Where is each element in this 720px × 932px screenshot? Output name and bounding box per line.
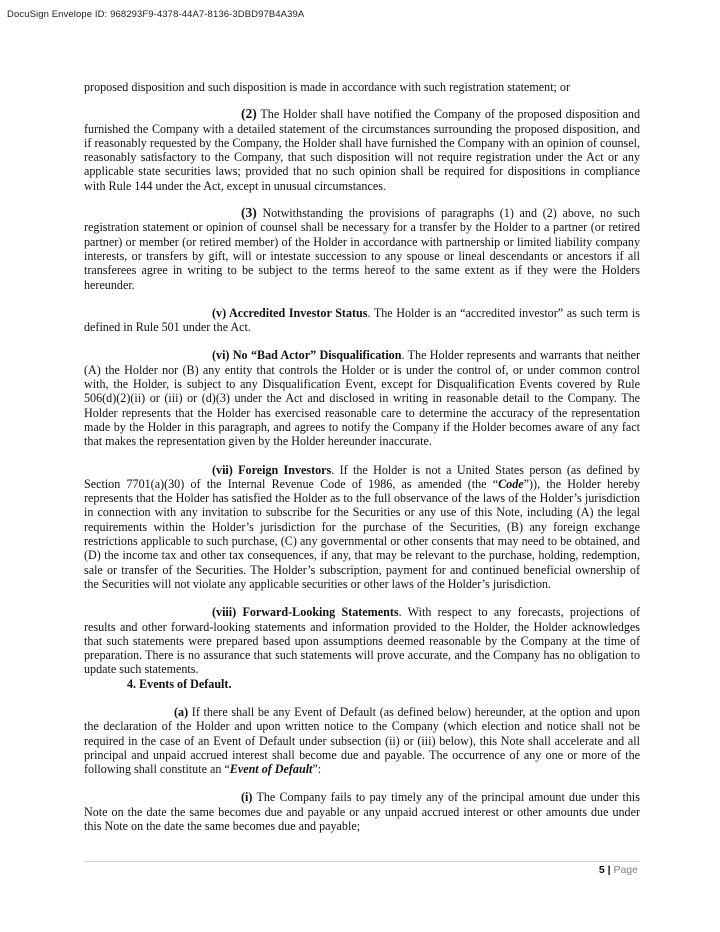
paragraph-text: The Holder shall have notified the Company of the proposed disposition and furnished the Company with a detailed statement of the circumstances surrounding the proposed disposition, and if reasonably requested by the Company, the Holder shall have furnished the Company with an opinion of counsel, reasonably satisfactory to the Company, that such disposition will not require registration under the Act or any applicable state securities laws; provided that no such opinion shall be required for dispositions in compliance with Rule 144 under the Act, except in unusual circumstances. [84, 107, 640, 193]
clause-text: . The Holder represents and warrants that neither (A) the Holder nor (B) any entity that controls the Holder or is under the control of, or under common control with, the Holder, is subject to any Disqualification Event, except for Disqualification Events covered by Rule 506(d)(2)(ii) or (iii) or (d)(3) under the Act and disclosed in writing in reasonable detail to the Company. The Holder represents that the Holder has exercised reasonable care to determine the accuracy of the representation made by the Holder in this paragraph, and agrees to notify the Company if the Holder becomes aware of any fact that makes the representation given by the Holder hereunder inaccurate. [84, 348, 640, 449]
clause-text: . With respect to any forecasts, projections of results and other forward-looking statements and information provided to the Holder, the Holder acknowledges that such statements were prepared based upon assumptions deemed reasonable by the Company at the time of preparation. There is no assurance that such statements will prove accurate, and the Company has no obligation to update such statements. [84, 605, 640, 677]
paragraph-text: Notwithstanding the provisions of paragraphs (1) and (2) above, no such registration statement or opinion of counsel shall be necessary for a transfer by the Holder to a partner (or retired partner) or member (or retired member) of the Holder in accordance with partnership or limited liability company interests, or transfers by gift, will or intestate succession to any spouse or lineal descendants or ancestors if all transferees agree in writing to be subject to the terms hereof to the same extent as if they were the Holders hereunder. [84, 206, 640, 292]
clause-heading: (vi) No “Bad Actor” Disqualification [212, 348, 402, 363]
subsection-text-continued: ”: [312, 762, 322, 777]
subsection-text: If there shall be any Event of Default (as defined below) hereunder, at the option and upon the declaration of the Holder and upon written notice to the Company (which election and notice shall not be required in the case of an Event of Default under subsection (ii) or (iii) below), this Note shall accelerate and all principal and unpaid accrued interest shall become due and payable. The occurrence of any one or more of the following shall constitute an “ [84, 704, 640, 777]
paragraph-text: proposed disposition and such disposition is made in accordance with such registration statement; or [84, 80, 571, 94]
page-footer [599, 864, 638, 876]
clause-viii [84, 605, 640, 676]
clause-v [84, 306, 640, 335]
defined-term: Event of Default [229, 762, 313, 777]
paragraph-continuation [84, 80, 640, 94]
subsection-label: (a) [174, 704, 189, 719]
page-label: Page [613, 864, 638, 876]
item-label: (i) [241, 790, 253, 805]
subsection-a [84, 705, 640, 776]
document-page [84, 80, 640, 833]
paragraph-number: (3) [241, 205, 257, 221]
footer-divider [84, 861, 640, 862]
item-text: The Company fails to pay timely any of the principal amount due under this Note on the date the same becomes due and payable or any unpaid accrued interest or other amounts due under this Note on the date the same becomes due and payable; [84, 790, 640, 834]
page-number: 5 [598, 864, 605, 876]
clause-heading: (vii) Foreign Investors [212, 462, 332, 477]
clause-heading: (v) Accredited Investor Status [212, 305, 368, 320]
envelope-id: DocuSign Envelope ID: 968293F9-4378-44A7-8136-3DBD97B4A39A [7, 9, 305, 20]
item-i [84, 790, 640, 833]
clause-heading: (viii) Forward-Looking Statements [212, 605, 399, 620]
clause-text: . The Holder is an “accredited investor” as such term is defined in Rule 501 under the Act. [84, 305, 640, 335]
paragraph-number: (2) [241, 106, 257, 122]
clause-vii [84, 463, 640, 592]
clause-text: . If the Holder is not a United States person (as defined by Section 7701(a)(30) of the Internal Revenue Code of 1986, as amended (the “ [84, 462, 641, 491]
clause-text-continued: ”)), the Holder hereby represents that the Holder has satisfied the Holder as to the full observance of the laws of the Holder’s jurisdiction in connection with any invitation to subscribe for the Securities or any use of this Note, including (A) the legal requirements within the Holder’s jurisdiction for the purchase of the Securities, (B) any foreign exchange restrictions applicable to such purchase, (C) any governmental or other consents that may need to be obtained, and (D) the income tax and other tax consequences, if any, that may be relevant to the purchase, holding, redemption, sale or transfer of the Securities. The Holder’s subscription, payment for and continued beneficial ownership of the Securities will not violate any applicable securities or other laws of the Holder’s jurisdiction. [84, 476, 640, 591]
section-heading: 4. Events of Default. [127, 676, 232, 691]
clause-vi [84, 348, 640, 448]
paragraph-2 [84, 107, 640, 193]
page-separator: | [607, 864, 611, 876]
paragraph-3 [84, 206, 640, 292]
defined-term: Code [498, 476, 524, 491]
